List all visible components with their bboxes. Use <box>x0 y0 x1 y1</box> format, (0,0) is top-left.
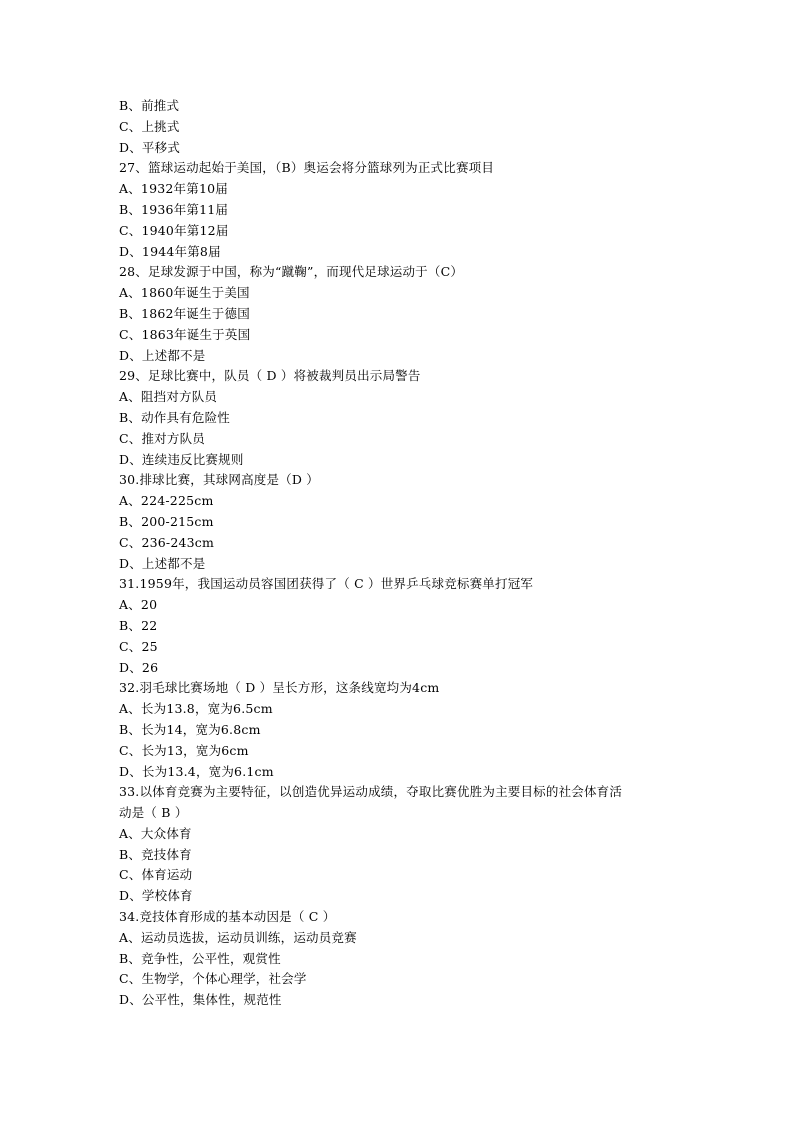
question-28: 28、足球发源于中国，称为“蹴鞠”，而现代足球运动于（C） <box>119 264 464 280</box>
answer-option: A、224-225cm <box>119 493 214 509</box>
answer-option: C、长为13，宽为6cm <box>119 742 249 758</box>
answer-option: B、200-215cm <box>119 513 214 529</box>
question-34: 34.竞技体育形成的基本动因是（ C ） <box>119 909 336 925</box>
question-29: 29、足球比赛中，队员（ D ）将被裁判员出示局警告 <box>119 368 421 384</box>
answer-option: C、1940年第12届 <box>119 222 229 238</box>
answer-option: B、前推式 <box>119 98 180 113</box>
answer-option: C、推对方队员 <box>119 430 205 446</box>
answer-option: A、运动员选拔，运动员训练，运动员竞赛 <box>119 929 357 945</box>
question-33-continued: 动是（ B ） <box>119 805 188 821</box>
question-30: 30.排球比赛，其球网高度是（D ） <box>119 472 319 488</box>
answer-option: D、上述都不是 <box>119 347 206 363</box>
answer-option: A、大众体育 <box>119 825 192 841</box>
answer-option: B、竞争性，公平性，观赏性 <box>119 950 281 966</box>
question-31: 31.1959年，我国运动员容国团获得了（ C ）世界乒乓球竞标赛单打冠军 <box>119 576 534 592</box>
answer-option: B、22 <box>119 617 158 633</box>
question-33: 33.以体育竞赛为主要特征，以创造优异运动成绩，夺取比赛优胜为主要目标的社会体育活 <box>119 784 623 800</box>
answer-option: A、阻挡对方队员 <box>119 389 218 405</box>
answer-option: C、生物学，个体心理学，社会学 <box>119 971 307 987</box>
answer-option: D、长为13.4，宽为6.1cm <box>119 763 274 779</box>
answer-option: D、学校体育 <box>119 888 193 904</box>
answer-option: B、竞技体育 <box>119 846 192 862</box>
answer-option: B、长为14，宽为6.8cm <box>119 721 261 737</box>
question-27: 27、篮球运动起始于美国，（B）奥运会将分篮球列为正式比赛项目 <box>119 160 495 176</box>
answer-option: A、长为13.8，宽为6.5cm <box>119 701 273 717</box>
answer-option: C、25 <box>119 638 158 654</box>
answer-option: D、1944年第8届 <box>119 243 221 259</box>
answer-option: A、1860年诞生于美国 <box>119 285 250 301</box>
answer-option: A、1932年第10届 <box>119 181 228 197</box>
answer-option: B、动作具有危险性 <box>119 409 230 425</box>
answer-option: D、公平性，集体性，规范性 <box>119 992 282 1008</box>
answer-option: A、20 <box>119 597 158 613</box>
answer-option: D、连续违反比赛规则 <box>119 451 244 467</box>
answer-option: C、1863年诞生于英国 <box>119 326 251 342</box>
answer-option: D、26 <box>119 659 159 675</box>
answer-option: B、1936年第11届 <box>119 201 229 217</box>
answer-option: D、上述都不是 <box>119 555 206 571</box>
answer-option: D、平移式 <box>119 139 181 155</box>
question-text-block <box>119 96 719 1011</box>
question-32: 32.羽毛球比赛场地（ D ）呈长方形，这条线宽均为4cm <box>119 680 440 696</box>
answer-option: B、1862年诞生于德国 <box>119 305 250 321</box>
answer-option: C、体育运动 <box>119 867 193 883</box>
answer-option: C、236-243cm <box>119 534 215 550</box>
answer-option: C、上挑式 <box>119 118 180 134</box>
